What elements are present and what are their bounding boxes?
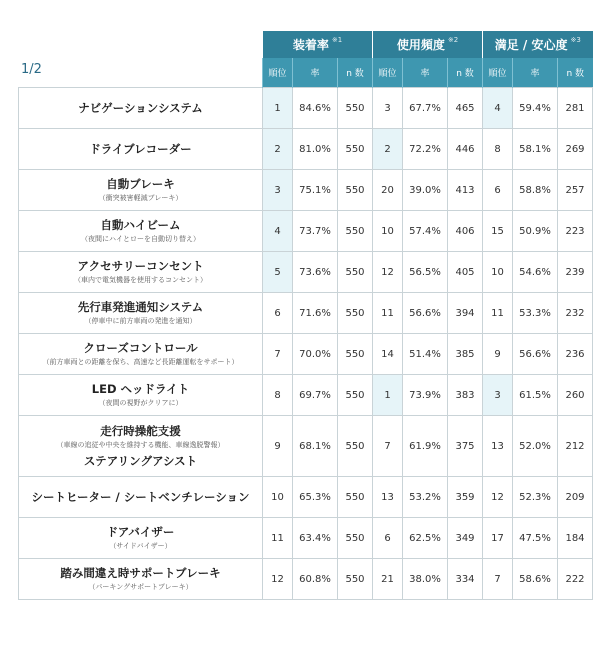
rank-cell: 8 xyxy=(483,129,513,170)
rate-cell: 39.0% xyxy=(403,170,448,211)
rate-cell: 53.2% xyxy=(403,477,448,518)
sample-size-cell: 385 xyxy=(448,334,483,375)
sample-size-cell: 236 xyxy=(558,334,593,375)
rank-cell: 3 xyxy=(483,375,513,416)
sub-header-cell: n 数 xyxy=(338,58,373,88)
sample-size-cell: 550 xyxy=(338,559,373,600)
feature-name: ドアバイザー xyxy=(106,524,175,539)
sample-size-cell: 349 xyxy=(448,518,483,559)
feature-name: LED ヘッドライト xyxy=(91,381,190,396)
sample-size-cell: 406 xyxy=(448,211,483,252)
feature-name: アクセサリーコンセント xyxy=(77,258,204,273)
sample-size-cell: 281 xyxy=(558,88,593,129)
rate-cell: 72.2% xyxy=(403,129,448,170)
group-header-usage-frequency: 使用頻度 $^{※2}$ xyxy=(373,31,483,58)
rate-cell: 69.7% xyxy=(293,375,338,416)
feature-name-cell xyxy=(19,170,263,211)
sub-header-cell: 順位 xyxy=(483,58,513,88)
rank-cell: 6 xyxy=(483,170,513,211)
rate-cell: 54.6% xyxy=(513,252,558,293)
rank-cell: 7 xyxy=(373,416,403,477)
feature-name: 踏み間違え時サポートブレーキ xyxy=(60,565,221,580)
rank-cell: 10 xyxy=(483,252,513,293)
feature-alt-name: ステアリングアシスト xyxy=(83,453,198,468)
table-row xyxy=(19,416,593,477)
rank-cell: 1 xyxy=(263,88,293,129)
feature-name: 自動ハイビーム xyxy=(100,217,181,232)
sample-size-cell: 405 xyxy=(448,252,483,293)
rank-cell: 11 xyxy=(263,518,293,559)
rank-cell: 10 xyxy=(373,211,403,252)
rank-cell: 7 xyxy=(483,559,513,600)
rate-cell: 52.3% xyxy=(513,477,558,518)
rate-cell: 67.7% xyxy=(403,88,448,129)
group-header-row xyxy=(19,31,593,58)
sample-size-cell: 550 xyxy=(338,416,373,477)
sample-size-cell: 260 xyxy=(558,375,593,416)
feature-description: （夜間にハイとローを自動切り替え） xyxy=(81,234,200,243)
rate-cell: 47.5% xyxy=(513,518,558,559)
rate-cell: 38.0% xyxy=(403,559,448,600)
sample-size-cell: 269 xyxy=(558,129,593,170)
rate-cell: 65.3% xyxy=(293,477,338,518)
sample-size-cell: 465 xyxy=(448,88,483,129)
rank-cell: 13 xyxy=(483,416,513,477)
rate-cell: 63.4% xyxy=(293,518,338,559)
sample-size-cell: 550 xyxy=(338,477,373,518)
sample-size-cell: 184 xyxy=(558,518,593,559)
feature-description: （前方車両との距離を保ち、高速など長距離運転をサポート） xyxy=(42,357,239,366)
rank-cell: 5 xyxy=(263,252,293,293)
sample-size-cell: 550 xyxy=(338,252,373,293)
rank-cell: 2 xyxy=(373,129,403,170)
rank-cell: 12 xyxy=(373,252,403,293)
rank-cell: 6 xyxy=(263,293,293,334)
rate-cell: 59.4% xyxy=(513,88,558,129)
table-row xyxy=(19,518,593,559)
sample-size-cell: 550 xyxy=(338,518,373,559)
feature-description: （サイドバイザー） xyxy=(109,541,172,550)
rate-cell: 62.5% xyxy=(403,518,448,559)
feature-description: （停車中に前方車両の発進を通知） xyxy=(84,316,197,325)
rate-cell: 73.7% xyxy=(293,211,338,252)
rate-cell: 75.1% xyxy=(293,170,338,211)
sample-size-cell: 232 xyxy=(558,293,593,334)
sub-header-cell: 率 xyxy=(513,58,558,88)
feature-name-cell xyxy=(19,88,263,129)
sample-size-cell: 209 xyxy=(558,477,593,518)
rank-cell: 13 xyxy=(373,477,403,518)
feature-name: ドライブレコーダー xyxy=(89,141,192,156)
rate-cell: 57.4% xyxy=(403,211,448,252)
sample-size-cell: 375 xyxy=(448,416,483,477)
rate-cell: 58.1% xyxy=(513,129,558,170)
sample-size-cell: 550 xyxy=(338,375,373,416)
header-spacer xyxy=(19,31,263,58)
sample-size-cell: 446 xyxy=(448,129,483,170)
table-row xyxy=(19,129,593,170)
sample-size-cell: 413 xyxy=(448,170,483,211)
rank-cell: 12 xyxy=(483,477,513,518)
feature-name: ナビゲーションシステム xyxy=(78,100,203,115)
rate-cell: 84.6% xyxy=(293,88,338,129)
rank-cell: 11 xyxy=(373,293,403,334)
table-row xyxy=(19,375,593,416)
group-header-satisfaction: 満足 / 安心度 $^{※3}$ xyxy=(483,31,593,58)
rate-cell: 61.9% xyxy=(403,416,448,477)
sub-header-cell: 順位 xyxy=(373,58,403,88)
feature-name-cell xyxy=(19,416,263,477)
sub-header-cell: n 数 xyxy=(558,58,593,88)
sub-header-cell: 率 xyxy=(403,58,448,88)
rank-cell: 14 xyxy=(373,334,403,375)
rank-cell: 15 xyxy=(483,211,513,252)
sample-size-cell: 550 xyxy=(338,88,373,129)
rank-cell: 7 xyxy=(263,334,293,375)
sample-size-cell: 359 xyxy=(448,477,483,518)
feature-description: （車線の追従や中央を維持する機能、車線逸脱警報） xyxy=(56,440,225,449)
feature-name-cell xyxy=(19,211,263,252)
feature-description: （夜間の視野がクリアに） xyxy=(98,398,183,407)
sample-size-cell: 212 xyxy=(558,416,593,477)
feature-name: シートヒーター / シートベンチレーション xyxy=(31,489,250,504)
table-row xyxy=(19,559,593,600)
feature-name: 走行時操舵支援 xyxy=(100,423,181,438)
rate-cell: 61.5% xyxy=(513,375,558,416)
sub-header-spacer xyxy=(19,58,263,88)
group-header-install-rate: 装着率 $^{※1}$ xyxy=(263,31,373,58)
rate-cell: 73.6% xyxy=(293,252,338,293)
sub-header-cell: n 数 xyxy=(448,58,483,88)
feature-name-cell xyxy=(19,334,263,375)
rate-cell: 60.8% xyxy=(293,559,338,600)
feature-name: 先行車発進通知システム xyxy=(77,299,204,314)
rate-cell: 68.1% xyxy=(293,416,338,477)
rank-cell: 4 xyxy=(263,211,293,252)
rate-cell: 71.6% xyxy=(293,293,338,334)
table-row xyxy=(19,477,593,518)
rank-cell: 2 xyxy=(263,129,293,170)
rate-cell: 52.0% xyxy=(513,416,558,477)
rank-cell: 3 xyxy=(373,88,403,129)
feature-description: （パーキングサポートブレーキ） xyxy=(88,582,193,591)
rate-cell: 58.8% xyxy=(513,170,558,211)
feature-name-cell xyxy=(19,252,263,293)
rank-cell: 9 xyxy=(263,416,293,477)
table-row xyxy=(19,170,593,211)
rate-cell: 56.5% xyxy=(403,252,448,293)
rank-cell: 21 xyxy=(373,559,403,600)
rate-cell: 56.6% xyxy=(403,293,448,334)
rank-cell: 8 xyxy=(263,375,293,416)
feature-description: （衝突被害軽減ブレーキ） xyxy=(98,193,183,202)
sample-size-cell: 550 xyxy=(338,211,373,252)
table-row xyxy=(19,334,593,375)
rate-cell: 58.6% xyxy=(513,559,558,600)
feature-name: クローズコントロール xyxy=(83,340,198,355)
feature-name-cell xyxy=(19,375,263,416)
rank-cell: 12 xyxy=(263,559,293,600)
rate-cell: 50.9% xyxy=(513,211,558,252)
table-row xyxy=(19,252,593,293)
feature-name-cell xyxy=(19,129,263,170)
feature-description: （車内で電気機器を使用するコンセント） xyxy=(74,275,207,284)
feature-name-cell xyxy=(19,477,263,518)
page-indicator: 1/2 xyxy=(21,62,42,77)
rate-cell: 73.9% xyxy=(403,375,448,416)
feature-name-cell xyxy=(19,518,263,559)
rank-cell: 3 xyxy=(263,170,293,211)
sample-size-cell: 383 xyxy=(448,375,483,416)
sample-size-cell: 257 xyxy=(558,170,593,211)
rank-cell: 11 xyxy=(483,293,513,334)
sample-size-cell: 550 xyxy=(338,334,373,375)
rank-cell: 10 xyxy=(263,477,293,518)
rank-cell: 17 xyxy=(483,518,513,559)
ranking-table xyxy=(18,31,593,600)
rank-cell: 4 xyxy=(483,88,513,129)
rate-cell: 53.3% xyxy=(513,293,558,334)
rank-cell: 6 xyxy=(373,518,403,559)
sample-size-cell: 239 xyxy=(558,252,593,293)
sub-header-cell: 率 xyxy=(293,58,338,88)
feature-name-cell xyxy=(19,559,263,600)
rank-cell: 9 xyxy=(483,334,513,375)
rank-cell: 1 xyxy=(373,375,403,416)
table-row xyxy=(19,293,593,334)
rate-cell: 81.0% xyxy=(293,129,338,170)
sub-header-cell: 順位 xyxy=(263,58,293,88)
sub-header-row xyxy=(19,58,593,88)
sample-size-cell: 394 xyxy=(448,293,483,334)
sample-size-cell: 334 xyxy=(448,559,483,600)
sample-size-cell: 550 xyxy=(338,293,373,334)
sample-size-cell: 222 xyxy=(558,559,593,600)
rate-cell: 51.4% xyxy=(403,334,448,375)
feature-name-cell xyxy=(19,293,263,334)
table-row xyxy=(19,88,593,129)
rate-cell: 70.0% xyxy=(293,334,338,375)
sample-size-cell: 223 xyxy=(558,211,593,252)
table-row xyxy=(19,211,593,252)
rank-cell: 20 xyxy=(373,170,403,211)
rate-cell: 56.6% xyxy=(513,334,558,375)
sample-size-cell: 550 xyxy=(338,170,373,211)
sample-size-cell: 550 xyxy=(338,129,373,170)
feature-name: 自動ブレーキ xyxy=(106,176,175,191)
